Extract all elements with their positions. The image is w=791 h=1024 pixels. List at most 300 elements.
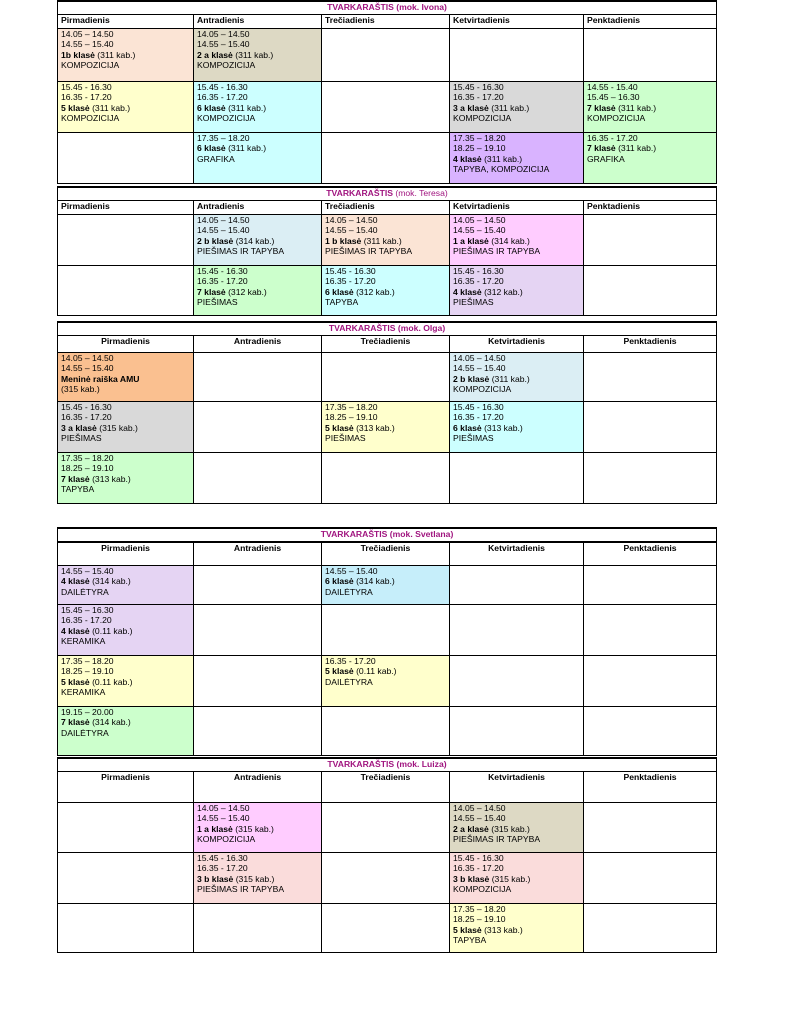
lesson-slot — [58, 566, 194, 605]
lesson-time: 17.35 – 18.20 — [61, 453, 114, 463]
lesson-time: 16.35 - 17.20 — [61, 615, 112, 626]
empty-slot — [584, 566, 717, 605]
room-number: (315 kab.) — [489, 873, 531, 884]
lesson-class — [61, 374, 190, 384]
lesson-class — [325, 236, 446, 246]
title-teacher: (mok. Teresa) — [392, 188, 448, 198]
lesson-subject: TAPYBA — [453, 935, 487, 946]
lesson-slot — [450, 853, 584, 904]
room-number: (0.11 kab.) — [353, 666, 397, 677]
lesson-time: 14.55 – 15.40 — [453, 225, 506, 236]
day-header: Ketvirtadienis — [450, 336, 584, 353]
empty-slot — [450, 453, 584, 504]
schedule-table-ivona — [57, 0, 717, 184]
room-number: (0.11 kab.) — [89, 625, 133, 636]
day-header: Antradienis — [194, 15, 322, 29]
lesson-time: 15.45 - 16.30 — [197, 853, 248, 863]
lesson-class — [61, 474, 190, 484]
lesson-time: 14.05 – 14.50 — [453, 353, 506, 363]
lesson-class — [453, 103, 580, 113]
empty-slot — [450, 605, 584, 656]
lesson-class — [197, 103, 318, 113]
lesson-slot — [58, 656, 194, 707]
lesson-slot — [322, 566, 450, 605]
lesson-subject: PIEŠIMAS IR TAPYBA — [325, 246, 413, 257]
room-number: (311 kab.) — [361, 235, 402, 246]
lesson-time: 17.35 – 18.20 — [61, 656, 114, 666]
schedule-table-olga — [57, 321, 717, 504]
empty-slot — [194, 656, 322, 707]
lesson-time: 14.55 – 15.40 — [453, 363, 506, 374]
class-name: 3 b klasė — [197, 873, 234, 884]
lesson-class — [453, 287, 580, 297]
empty-slot — [322, 904, 450, 953]
lesson-class — [587, 103, 713, 113]
day-header: Trečiadienis — [322, 15, 450, 29]
class-name: 6 klasė — [325, 576, 354, 587]
lesson-time: 14.05 – 14.50 — [197, 215, 250, 225]
empty-slot — [58, 215, 194, 266]
lesson-subject: PIEŠIMAS IR TAPYBA — [453, 834, 541, 845]
schedule-title — [58, 322, 717, 336]
lesson-class — [197, 143, 318, 153]
lesson-slot — [58, 82, 194, 133]
lesson-slot — [194, 29, 322, 82]
empty-slot — [194, 566, 322, 605]
day-header: Pirmadienis — [58, 336, 194, 353]
empty-slot — [58, 133, 194, 184]
lesson-time: 14.05 – 14.50 — [325, 215, 378, 225]
lesson-subject: PIEŠIMAS — [453, 297, 494, 308]
class-name: 3 a klasė — [61, 422, 97, 433]
day-header: Penktadienis — [584, 201, 717, 215]
lesson-slot — [194, 803, 322, 853]
lesson-time: 14.05 – 14.50 — [453, 803, 506, 813]
lesson-slot — [58, 605, 194, 656]
lesson-class — [61, 576, 190, 586]
room-number: (314 kab.) — [89, 576, 131, 587]
class-name: 4 klasė — [453, 153, 482, 164]
day-header: Penktadienis — [584, 15, 717, 29]
lesson-time: 14.55 - 15.40 — [587, 82, 638, 92]
title-main: TVARKARAŠTIS (mok. Luiza) — [327, 759, 447, 769]
lesson-time: 16.35 - 17.20 — [325, 656, 376, 666]
lesson-time: 16.35 - 17.20 — [197, 276, 248, 287]
room-number: (311 kab.) — [225, 102, 267, 113]
lesson-time: 15.45 - 16.30 — [325, 266, 376, 276]
empty-slot — [58, 803, 194, 853]
day-header: Antradienis — [194, 336, 322, 353]
lesson-time: 15.45 - 16.30 — [197, 82, 248, 92]
class-name: 2 a klasė — [197, 49, 233, 60]
lesson-subject: TAPYBA — [61, 484, 95, 495]
lesson-slot — [322, 215, 450, 266]
lesson-time: 14.55 – 15.40 — [453, 813, 506, 824]
lesson-subject: DAILĖTYRA — [325, 676, 373, 687]
lesson-class — [453, 236, 580, 246]
title-main: TVARKARAŠTIS — [326, 188, 393, 198]
lesson-subject: KERAMIKA — [61, 687, 106, 698]
schedule-table-svetlana — [57, 527, 717, 756]
lesson-class — [453, 374, 580, 384]
room-number: (313 kab.) — [89, 473, 131, 484]
class-name: 2 a klasė — [453, 823, 489, 834]
lesson-subject: PIEŠIMAS IR TAPYBA — [453, 246, 541, 257]
day-header: Trečiadienis — [322, 542, 450, 566]
schedule-title — [58, 187, 717, 201]
class-name: 3 b klasė — [453, 873, 490, 884]
lesson-class — [453, 874, 580, 884]
lesson-time: 14.55 – 15.40 — [197, 225, 250, 236]
class-name: 6 klasė — [453, 422, 482, 433]
class-name: 4 klasė — [453, 286, 482, 297]
room-number: (311 kab.) — [481, 153, 523, 164]
lesson-class — [325, 423, 446, 433]
lesson-time: 15.45 - 16.30 — [197, 266, 248, 276]
lesson-subject: KOMPOZICIJA — [197, 834, 256, 845]
empty-slot — [322, 353, 450, 402]
lesson-class — [61, 423, 190, 433]
empty-slot — [194, 453, 322, 504]
lesson-subject: PIEŠIMAS — [61, 433, 102, 444]
empty-slot — [584, 656, 717, 707]
lesson-subject: DAILĖTYRA — [325, 586, 373, 597]
lesson-time: 17.35 – 18.20 — [325, 402, 378, 412]
day-header: Ketvirtadienis — [450, 542, 584, 566]
empty-slot — [322, 29, 450, 82]
empty-slot — [58, 853, 194, 904]
lesson-class — [61, 103, 190, 113]
lesson-subject: TAPYBA — [325, 297, 359, 308]
empty-slot — [322, 803, 450, 853]
lesson-subject: KOMPOZICIJA — [197, 60, 256, 71]
lesson-slot — [58, 29, 194, 82]
lesson-time: 16.35 - 17.20 — [61, 92, 112, 103]
lesson-class — [453, 423, 580, 433]
title-main: TVARKARAŠTIS (mok. Svetlana) — [320, 529, 454, 539]
empty-slot — [450, 566, 584, 605]
lesson-time: 14.05 – 14.50 — [453, 215, 506, 225]
room-number: (315 kab.) — [488, 823, 530, 834]
lesson-slot — [584, 82, 717, 133]
lesson-time: 14.55 – 15.40 — [61, 566, 114, 576]
lesson-subject: KOMPOZICIJA — [453, 884, 512, 895]
class-name: 7 klasė — [61, 473, 90, 484]
class-name: 6 klasė — [197, 102, 226, 113]
day-header: Antradienis — [194, 772, 322, 803]
empty-slot — [322, 133, 450, 184]
empty-slot — [584, 402, 717, 453]
day-header: Ketvirtadienis — [450, 201, 584, 215]
day-header: Antradienis — [194, 542, 322, 566]
class-name: 3 a klasė — [453, 102, 489, 113]
lesson-subject: PIEŠIMAS — [197, 297, 238, 308]
schedule-table-teresa — [57, 186, 717, 316]
lesson-time: 17.35 – 18.20 — [453, 133, 506, 143]
lesson-time: 16.35 - 17.20 — [453, 863, 504, 874]
lesson-slot — [450, 402, 584, 453]
lesson-time: 16.35 - 17.20 — [453, 92, 504, 103]
lesson-slot — [194, 82, 322, 133]
lesson-time: 16.35 - 17.20 — [453, 276, 504, 287]
lesson-class — [325, 576, 446, 586]
lesson-time: 16.35 - 17.20 — [453, 412, 504, 423]
schedule-title — [58, 1, 717, 15]
lesson-subject: KOMPOZICIJA — [453, 113, 512, 124]
day-header: Trečiadienis — [322, 336, 450, 353]
empty-slot — [584, 853, 717, 904]
empty-slot — [450, 656, 584, 707]
day-header: Pirmadienis — [58, 772, 194, 803]
empty-slot — [584, 266, 717, 316]
day-header: Pirmadienis — [58, 201, 194, 215]
empty-slot — [58, 266, 194, 316]
lesson-time: 18.25 – 19.10 — [453, 143, 506, 154]
day-header: Penktadienis — [584, 772, 717, 803]
room-number: (311 kab.) — [489, 373, 530, 384]
lesson-time: 17.35 – 18.20 — [453, 904, 506, 914]
lesson-subject: PIEŠIMAS — [325, 433, 366, 444]
class-name: 2 b klasė — [453, 373, 490, 384]
lesson-class — [325, 287, 446, 297]
room-number: (311 kab.) — [615, 102, 657, 113]
empty-slot — [322, 853, 450, 904]
lesson-class — [197, 50, 318, 60]
lesson-slot — [450, 353, 584, 402]
class-name: 2 b klasė — [197, 235, 234, 246]
lesson-slot — [450, 904, 584, 953]
class-name: Meninė raiška AMU — [61, 373, 140, 384]
lesson-time: 15.45 - 16.30 — [453, 82, 504, 92]
day-header: Trečiadienis — [322, 201, 450, 215]
lesson-time: 15.45 - 16.30 — [61, 82, 112, 92]
lesson-time: 15.45 - 16.30 — [453, 853, 504, 863]
room-number: (313 kab.) — [481, 422, 523, 433]
class-name: 7 klasė — [587, 102, 616, 113]
title-main: TVARKARAŠTIS (mok. Ivona) — [327, 2, 447, 12]
lesson-time: 14.05 – 14.50 — [197, 29, 250, 39]
lesson-subject: KERAMIKA — [61, 636, 106, 647]
day-header: Ketvirtadienis — [450, 15, 584, 29]
class-name: 6 klasė — [197, 143, 226, 154]
empty-slot — [322, 82, 450, 133]
lesson-time: 18.25 – 19.10 — [325, 412, 378, 423]
class-name: 5 klasė — [453, 924, 482, 935]
lesson-class — [61, 717, 190, 727]
empty-slot — [584, 353, 717, 402]
lesson-class — [197, 287, 318, 297]
day-header: Trečiadienis — [322, 772, 450, 803]
lesson-slot — [584, 133, 717, 184]
class-name: 7 klasė — [197, 286, 226, 297]
lesson-time: 18.25 – 19.10 — [61, 666, 114, 677]
room-number: (314 kab.) — [488, 235, 530, 246]
day-header: Antradienis — [194, 201, 322, 215]
room-number: (315 kab.) — [233, 873, 275, 884]
lesson-subject: KOMPOZICIJA — [61, 113, 120, 124]
lesson-subject: KOMPOZICIJA — [453, 384, 512, 395]
lesson-slot — [450, 133, 584, 184]
room-number: (315 kab.) — [96, 422, 138, 433]
lesson-subject: (315 kab.) — [61, 384, 100, 395]
lesson-class — [587, 143, 713, 153]
lesson-time: 16.35 - 17.20 — [587, 133, 638, 143]
lesson-subject: GRAFIKA — [197, 153, 235, 164]
room-number: (314 kab.) — [353, 576, 395, 587]
lesson-slot — [450, 266, 584, 316]
lesson-class — [61, 50, 190, 60]
schedule-title — [58, 528, 717, 542]
lesson-subject: TAPYBA, KOMPOZICIJA — [453, 164, 550, 175]
lesson-time: 19.15 – 20.00 — [61, 707, 114, 717]
day-header: Pirmadienis — [58, 542, 194, 566]
lesson-class — [61, 626, 190, 636]
lesson-subject: KOMPOZICIJA — [587, 113, 646, 124]
schedule-title — [58, 758, 717, 772]
class-name: 1b klasė — [61, 49, 95, 60]
lesson-time: 14.55 – 15.40 — [325, 566, 378, 576]
empty-slot — [194, 904, 322, 953]
lesson-time: 16.35 - 17.20 — [61, 412, 112, 423]
lesson-slot — [58, 402, 194, 453]
lesson-subject: DAILĖTYRA — [61, 586, 109, 597]
lesson-slot — [58, 707, 194, 756]
lesson-subject: KOMPOZICIJA — [61, 60, 120, 71]
lesson-slot — [58, 353, 194, 402]
room-number: (314 kab.) — [89, 717, 131, 728]
class-name: 6 klasė — [325, 286, 354, 297]
room-number: (0.11 kab.) — [89, 676, 133, 687]
class-name: 5 klasė — [61, 676, 90, 687]
class-name: 1 a klasė — [197, 823, 233, 834]
lesson-time: 18.25 – 19.10 — [61, 463, 114, 474]
empty-slot — [194, 402, 322, 453]
lesson-slot — [194, 266, 322, 316]
empty-slot — [450, 707, 584, 756]
empty-slot — [584, 707, 717, 756]
lesson-time: 15.45 - 16.30 — [453, 266, 504, 276]
room-number: (311 kab.) — [94, 49, 136, 60]
room-number: (314 kab.) — [233, 235, 275, 246]
empty-slot — [584, 215, 717, 266]
lesson-class — [453, 824, 580, 834]
empty-slot — [322, 707, 450, 756]
room-number: (315 kab.) — [232, 823, 274, 834]
lesson-class — [197, 874, 318, 884]
class-name: 7 klasė — [61, 717, 90, 728]
lesson-slot — [322, 656, 450, 707]
empty-slot — [322, 605, 450, 656]
lesson-slot — [194, 853, 322, 904]
lesson-subject: KOMPOZICIJA — [197, 113, 256, 124]
empty-slot — [584, 29, 717, 82]
schedule-table-luiza — [57, 757, 717, 953]
empty-slot — [584, 803, 717, 853]
lesson-subject: GRAFIKA — [587, 153, 625, 164]
empty-slot — [58, 904, 194, 953]
lesson-time: 14.55 – 15.40 — [197, 39, 250, 50]
room-number: (312 kab.) — [481, 286, 523, 297]
class-name: 1 a klasė — [453, 235, 489, 246]
lesson-time: 18.25 – 19.10 — [453, 914, 506, 925]
empty-slot — [584, 453, 717, 504]
lesson-slot — [450, 803, 584, 853]
lesson-subject: DAILĖTYRA — [61, 727, 109, 738]
lesson-class — [197, 236, 318, 246]
empty-slot — [584, 605, 717, 656]
lesson-time: 14.05 – 14.50 — [197, 803, 250, 813]
class-name: 4 klasė — [61, 625, 90, 636]
lesson-time: 15.45 - 16.30 — [61, 402, 112, 412]
room-number: (311 kab.) — [615, 143, 657, 154]
lesson-time: 16.35 - 17.20 — [325, 276, 376, 287]
empty-slot — [194, 605, 322, 656]
empty-slot — [584, 904, 717, 953]
room-number: (312 kab.) — [225, 286, 267, 297]
room-number: (311 kab.) — [232, 49, 274, 60]
room-number: (311 kab.) — [89, 102, 131, 113]
lesson-slot — [450, 215, 584, 266]
room-number: (311 kab.) — [225, 143, 267, 154]
class-name: 5 klasė — [325, 666, 354, 677]
room-number: (312 kab.) — [353, 286, 395, 297]
day-header: Penktadienis — [584, 542, 717, 566]
lesson-time: 16.35 - 17.20 — [197, 863, 248, 874]
class-name: 5 klasė — [61, 102, 90, 113]
lesson-class — [197, 824, 318, 834]
lesson-slot — [58, 453, 194, 504]
lesson-time: 14.55 – 15.40 — [325, 225, 378, 236]
day-header: Pirmadienis — [58, 15, 194, 29]
room-number: (313 kab.) — [353, 422, 395, 433]
lesson-time: 15.45 – 16.30 — [61, 605, 114, 615]
lesson-time: 14.55 – 15.40 — [197, 813, 250, 824]
day-header: Ketvirtadienis — [450, 772, 584, 803]
lesson-class — [61, 677, 190, 687]
lesson-class — [325, 666, 446, 676]
lesson-time: 14.55 – 15.40 — [61, 39, 114, 50]
empty-slot — [194, 353, 322, 402]
lesson-slot — [322, 402, 450, 453]
lesson-time: 15.45 – 16.30 — [587, 92, 640, 103]
lesson-slot — [194, 133, 322, 184]
day-header: Penktadienis — [584, 336, 717, 353]
lesson-time: 17.35 – 18.20 — [197, 133, 250, 143]
class-name: 4 klasė — [61, 576, 90, 587]
title-main: TVARKARAŠTIS (mok. Olga) — [328, 323, 446, 333]
lesson-subject: PIEŠIMAS IR TAPYBA — [197, 884, 285, 895]
lesson-slot — [322, 266, 450, 316]
lesson-time: 15.45 - 16.30 — [453, 402, 504, 412]
class-name: 5 klasė — [325, 422, 354, 433]
room-number: (311 kab.) — [488, 102, 530, 113]
lesson-slot — [450, 82, 584, 133]
lesson-time: 14.05 – 14.50 — [61, 353, 114, 363]
empty-slot — [322, 453, 450, 504]
lesson-time: 14.05 – 14.50 — [61, 29, 114, 39]
class-name: 7 klasė — [587, 143, 616, 154]
empty-slot — [194, 707, 322, 756]
lesson-class — [453, 925, 580, 935]
lesson-time: 16.35 - 17.20 — [197, 92, 248, 103]
lesson-time: 14.55 – 15.40 — [61, 363, 114, 374]
lesson-subject: PIEŠIMAS IR TAPYBA — [197, 246, 285, 257]
class-name: 1 b klasė — [325, 235, 362, 246]
lesson-slot — [194, 215, 322, 266]
lesson-subject: PIEŠIMAS — [453, 433, 494, 444]
lesson-class — [453, 154, 580, 164]
room-number: (313 kab.) — [481, 924, 523, 935]
